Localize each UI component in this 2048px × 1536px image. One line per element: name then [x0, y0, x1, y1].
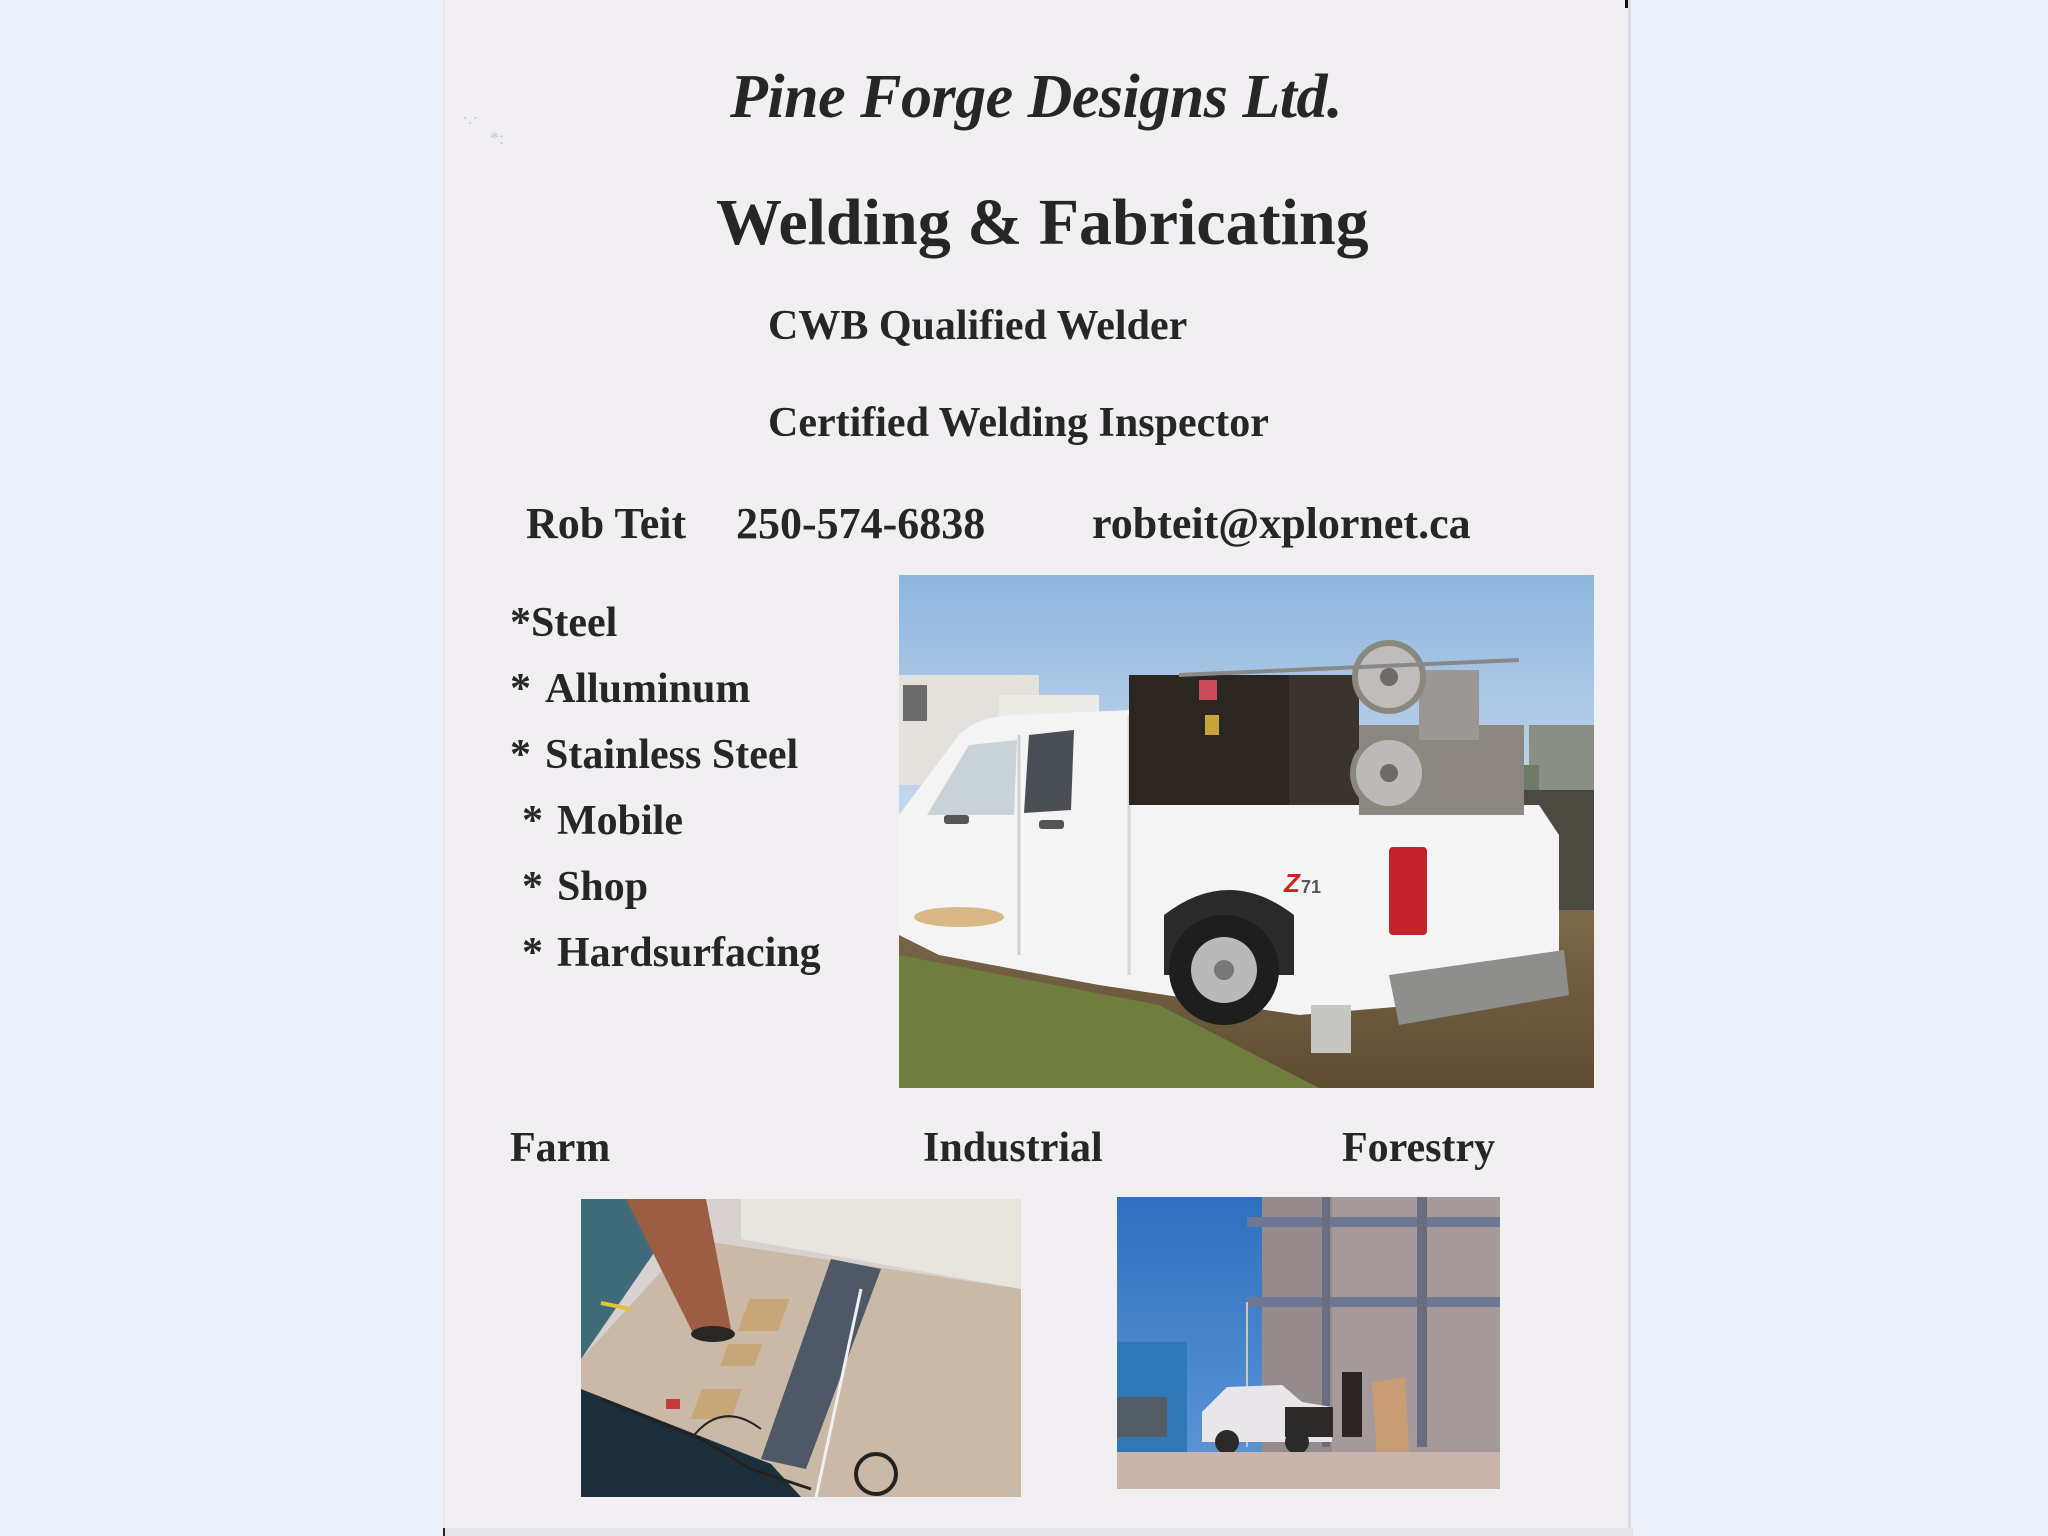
sector-forestry: Forestry	[1342, 1125, 1496, 1171]
contact-name: Rob Teit	[526, 499, 687, 548]
service-item	[510, 864, 821, 930]
scan-mark	[1625, 0, 1628, 8]
service-label: Stainless Steel	[545, 732, 799, 778]
service-label: Steel	[531, 600, 618, 646]
company-name: Pine Forge Designs Ltd.	[730, 63, 1342, 131]
asterisk-bullet: *	[522, 864, 543, 910]
scan-speck: ·.·	[462, 108, 479, 128]
asterisk-bullet: *	[522, 798, 543, 844]
truck-photo	[899, 575, 1594, 1088]
tagline: Welding & Fabricating	[716, 186, 1369, 259]
asterisk-bullet: *	[510, 666, 531, 712]
service-item	[510, 798, 821, 864]
service-label: Mobile	[557, 798, 683, 844]
farm-photo	[581, 1199, 1021, 1497]
services-list	[510, 600, 821, 996]
svg-text:71: 71	[1301, 877, 1322, 897]
service-label: Hardsurfacing	[557, 930, 821, 976]
forestry-photo	[1117, 1197, 1500, 1489]
service-label: Alluminum	[545, 666, 751, 712]
asterisk-bullet: *	[510, 732, 531, 778]
sector-industrial: Industrial	[923, 1125, 1103, 1171]
service-label: Shop	[557, 864, 649, 910]
contact-phone[interactable]: 250-574-6838	[736, 499, 986, 548]
contact-email[interactable]: robteit@xplornet.ca	[1092, 499, 1471, 548]
page-edge	[443, 1528, 1633, 1536]
sector-farm: Farm	[510, 1125, 611, 1171]
service-item	[510, 666, 821, 732]
asterisk-bullet: *	[522, 930, 543, 976]
credential-cwb: CWB Qualified Welder	[768, 303, 1188, 349]
service-item	[510, 930, 821, 996]
svg-text:Z: Z	[1284, 868, 1300, 898]
service-item	[510, 732, 821, 798]
credential-inspector: Certified Welding Inspector	[768, 400, 1269, 446]
service-item	[510, 600, 821, 666]
scan-speck: *:	[490, 128, 505, 148]
asterisk-bullet: *	[510, 600, 531, 646]
